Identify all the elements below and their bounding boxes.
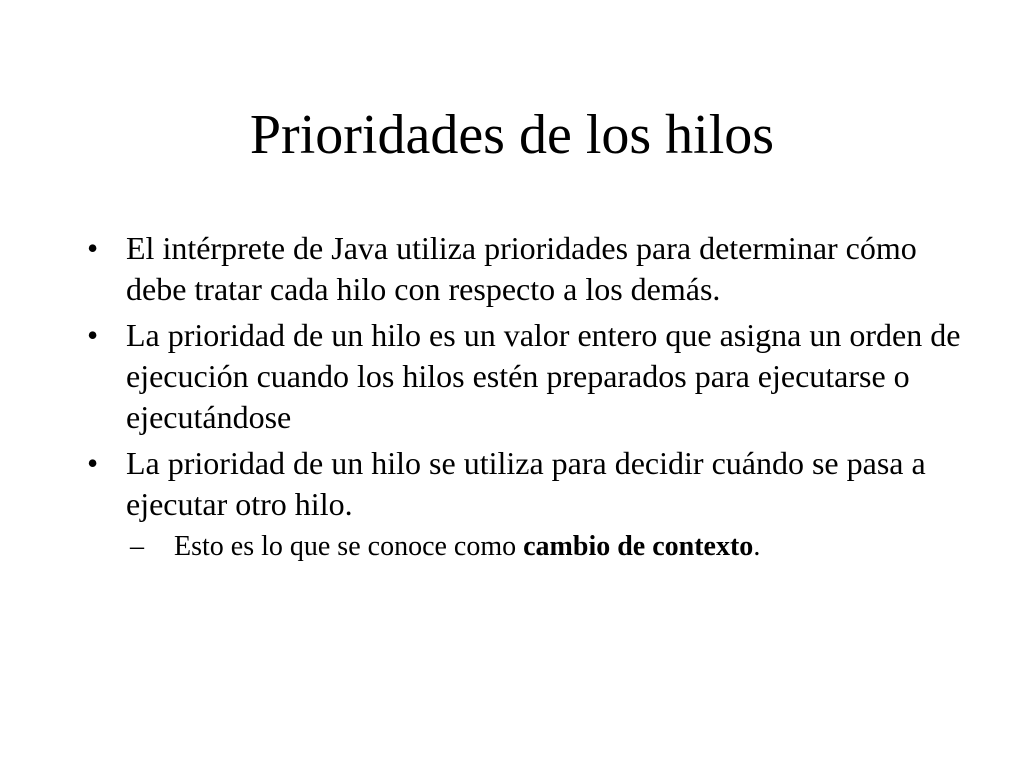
- bullet-marker: •: [87, 317, 99, 353]
- sub-bullet-marker: –: [130, 531, 144, 562]
- bullet-text: El intérprete de Java utiliza prioridades para determinar cómo debe tratar cada hilo con respecto a los demás.: [126, 230, 917, 307]
- bullet-item-interpreter: [85, 228, 965, 310]
- bullet-text: La prioridad de un hilo es un valor entero que asigna un orden de ejecución cuando los hilos estén preparados para ejecutarse o ejecutándose: [126, 317, 961, 435]
- bullet-marker: •: [87, 230, 99, 266]
- slide-title: Prioridades de los hilos: [249, 104, 775, 166]
- sub-bullet-item-context-switch: [130, 529, 965, 565]
- sub-bullet-list: [126, 529, 965, 565]
- sub-bullet-suffix: .: [753, 531, 761, 562]
- bullet-item-priority-use: [85, 443, 965, 565]
- bullet-item-priority-value: [85, 315, 965, 438]
- sub-bullet-prefix: Esto es lo que se conoce como: [174, 531, 524, 562]
- bullet-text: La prioridad de un hilo se utiliza para decidir cuándo se pasa a ejecutar otro hilo.: [126, 445, 926, 522]
- bullet-list: [85, 228, 965, 570]
- sub-bullet-emphasis: cambio de contexto: [523, 531, 754, 562]
- bullet-marker: •: [87, 445, 99, 481]
